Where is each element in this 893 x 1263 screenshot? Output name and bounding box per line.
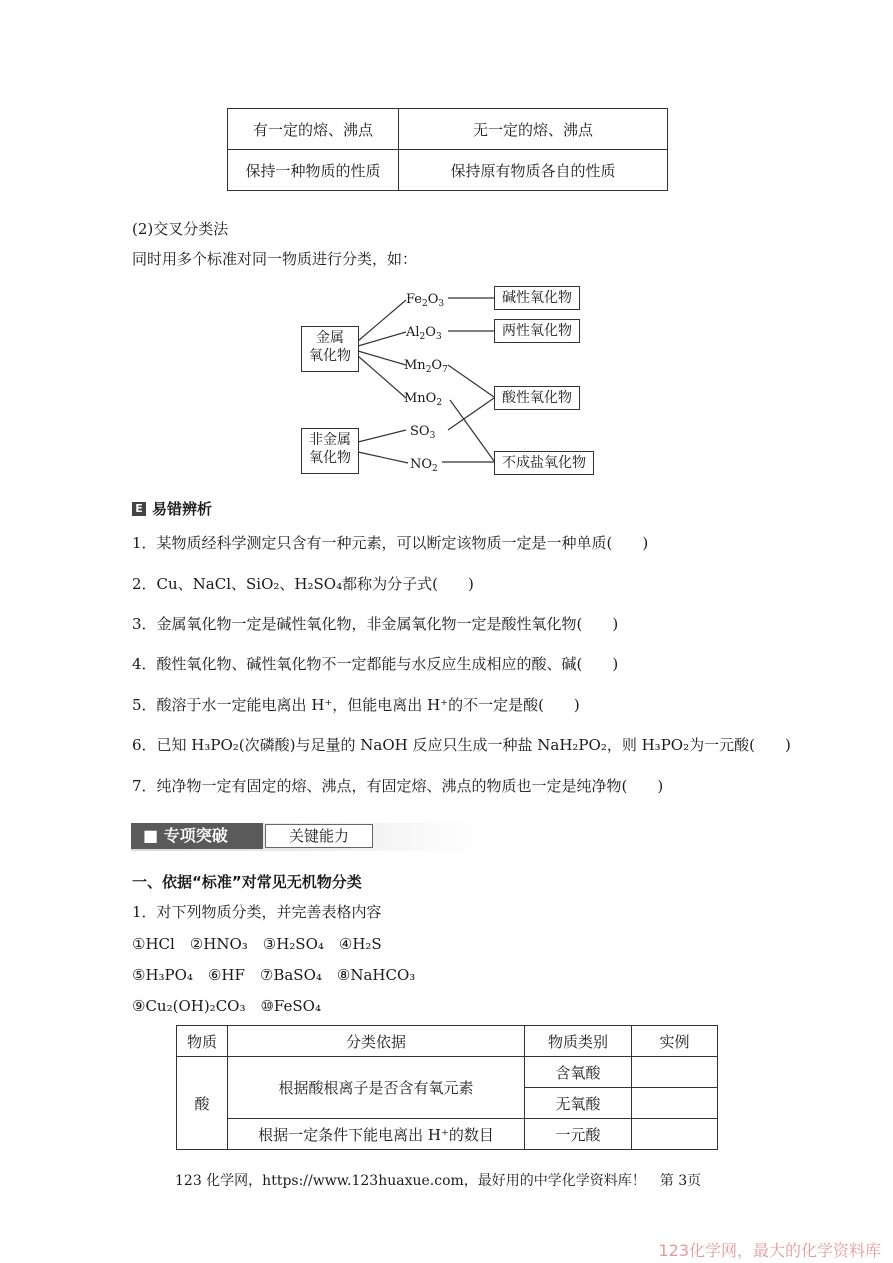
error-item: 4．酸性氧化物、碱性氧化物不一定都能与水反应生成相应的酸、碱( ) [132,655,619,673]
table-cell: 无氧酸 [525,1088,632,1119]
table-cell: 保持一种物质的性质 [228,150,399,191]
table-cell: 无一定的熔、沸点 [399,109,668,150]
table-cell-blank [632,1057,718,1088]
section-label-text: ■ 专项突破 [143,826,228,845]
metal-oxide-box [301,326,359,372]
box-label-line: 非金属 [309,432,351,448]
table-cell-blank [632,1088,718,1119]
error-item: 6．已知 H₃PO₂(次磷酸)与足量的 NaOH 反应只生成一种盐 NaH₂PO₂，则 H₃PO₂为一元酸( ) [132,736,791,754]
amphoteric-oxide-box: 两性氧化物 [494,319,580,343]
compound-label-fe2o3: $Fe_2O_3$ [406,292,445,309]
page-footer: 123 化学网，https://www.123huaxue.com，最好用的中学化学资料库！ 第 3页 [175,1173,702,1189]
pencil-e-icon: E [132,502,146,516]
section-label-dark [131,823,263,849]
cross-classification-heading: (2)交叉分类法 [132,220,229,238]
table-cell: 酸 [177,1057,228,1150]
error-analysis-heading [132,498,212,519]
compound-label-so3: $SO_3$ [410,424,436,441]
classification-table [176,1025,718,1150]
table-header: 分类依据 [228,1026,525,1057]
basic-oxide-box: 碱性氧化物 [494,286,580,310]
compound-label-no2: $NO_2$ [410,457,438,474]
table-cell-blank [632,1119,718,1150]
non-salt-forming-oxide-box: 不成盐氧化物 [494,451,594,475]
section-label-light: 关键能力 [265,824,373,848]
watermark: 123化学网，最大的化学资料库 [658,1241,881,1260]
box-label-line: 氧化物 [309,348,351,364]
acidic-oxide-box: 酸性氧化物 [494,386,580,410]
compound-label-al2o3: $Al_2O_3$ [406,325,442,342]
table-header: 物质 [177,1026,228,1057]
compound-label-mn2o7: $Mn_2O_7$ [404,358,448,375]
substance-list-line: ⑨Cu₂(OH)₂CO₃ ⑩FeSO₄ [132,997,321,1015]
substance-list-line: ⑤H₃PO₄ ⑥HF ⑦BaSO₄ ⑧NaHCO₃ [132,966,416,984]
error-item: 3．金属氧化物一定是碱性氧化物，非金属氧化物一定是酸性氧化物( ) [132,615,619,633]
error-item: 2．Cu、NaCl、SiO₂、H₂SO₄都称为分子式( ) [132,575,474,593]
comparison-table [227,108,668,191]
table-cell: 一元酸 [525,1119,632,1150]
error-item: 1．某物质经科学测定只含有一种元素，可以断定该物质一定是一种单质( ) [132,534,649,552]
table-cell: 有一定的熔、沸点 [228,109,399,150]
table-cell: 根据酸根离子是否含有氧元素 [228,1057,525,1119]
substance-list-line: ①HCl ②HNO₃ ③H₂SO₄ ④H₂S [132,935,382,953]
box-label-line: 金属 [316,330,344,346]
table-cell: 保持原有物质各自的性质 [399,150,668,191]
box-label-line: 氧化物 [309,450,351,466]
compound-label-mno2: MnO$_2$ [404,391,443,408]
table-cell: 根据一定条件下能电离出 H⁺的数目 [228,1119,525,1150]
error-item: 7．纯净物一定有固定的熔、沸点，有固定熔、沸点的物质也一定是纯净物( ) [132,777,664,795]
table-header: 实例 [632,1026,718,1057]
cross-classification-desc: 同时用多个标准对同一物质进行分类，如： [132,250,418,268]
table-cell: 含氧酸 [525,1057,632,1088]
table-header: 物质类别 [525,1026,632,1057]
error-analysis-title: 易错辨析 [152,500,213,518]
question-1: 1．对下列物质分类，并完善表格内容 [132,903,382,921]
nonmetal-oxide-box [301,428,359,474]
part1-heading: 一、依据“标准”对常见无机物分类 [132,873,362,891]
error-item: 5．酸溶于水一定能电离出 H⁺，但能电离出 H⁺的不一定是酸( ) [132,696,580,714]
